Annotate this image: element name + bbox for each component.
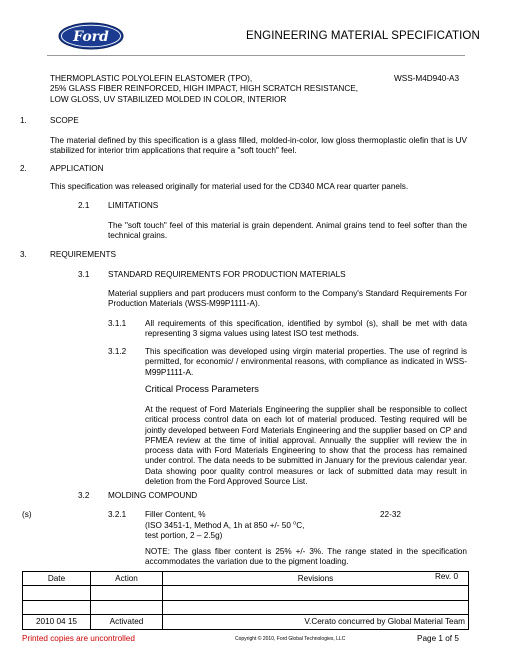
spec-number: WSS-M4D940-A3 <box>394 74 460 83</box>
ford-logo <box>58 22 124 50</box>
property-method-unit: C, <box>296 520 305 530</box>
section-text: All requirements of this specification, identified by symbol (s), shall be met with data representing 3 sigma values using latest ISO test methods. <box>145 319 467 339</box>
property-method <box>145 521 304 531</box>
cell-date: 2010 04 15 <box>23 615 91 629</box>
table-row <box>23 615 469 629</box>
section-number: 2.1 <box>78 201 90 210</box>
revisions-label: Revisions <box>297 574 334 584</box>
section-number: 3.1 <box>78 270 90 279</box>
section-text: Material suppliers and part producers must conform to the Company's Standard Requirements For Production Materials (WSS-M99P1111-A). <box>108 289 467 309</box>
header-rule <box>47 55 465 56</box>
cell-revisions <box>163 600 469 614</box>
property-value: 22-32 <box>380 510 401 519</box>
section-heading: SCOPE <box>50 116 79 125</box>
section-number: 3.2.1 <box>108 510 127 519</box>
table-row <box>23 586 469 600</box>
table-header-row <box>23 572 469 586</box>
spec-title <box>50 74 380 105</box>
column-header-action: Action <box>91 572 163 586</box>
header-title: ENGINEERING MATERIAL SPECIFICATION <box>246 30 480 42</box>
spec-title-line: THERMOPLASTIC POLYOLEFIN ELASTOMER (TPO), <box>50 74 253 83</box>
section-text: The "soft touch" feel of this material is grain dependent. Animal grains tend to feel softer than the technical grains. <box>108 221 467 241</box>
cell-revisions: V.Cerato concurred by Global Material Team <box>163 615 469 629</box>
spec-title-line: LOW GLOSS, UV STABILIZED MOLDED IN COLOR, INTERIOR <box>50 94 287 104</box>
property-name: Filler Content, % <box>145 510 206 519</box>
section-heading: STANDARD REQUIREMENTS FOR PRODUCTION MATERIALS <box>108 270 346 279</box>
page-number: Page 1 of 5 <box>417 634 459 643</box>
degree-sign: o <box>293 519 297 526</box>
section-heading: REQUIREMENTS <box>50 250 116 259</box>
ford-logo-text: Ford <box>73 29 109 45</box>
column-header-date: Date <box>23 572 91 586</box>
property-method-text: (ISO 3451-1, Method A, 1h at 850 +/- 50 <box>145 520 294 530</box>
section-number: 1. <box>20 116 27 125</box>
property-sample: test portion, 2 – 2.5g) <box>145 531 223 540</box>
cell-action <box>91 586 163 600</box>
spec-title-line: 25% GLASS FIBER REINFORCED, HIGH IMPACT, HIGH SCRATCH RESISTANCE, <box>50 84 358 94</box>
revision-level: Rev. 0 <box>434 572 458 581</box>
section-text: The material defined by this specification is a glass filled, molded-in-color, low gloss thermoplastic olefin that is UV stabilized for interior trim applications that require a "soft touch" feel. <box>50 136 467 156</box>
uncontrolled-notice: Printed copies are uncontrolled <box>22 634 135 643</box>
cell-action: Activated <box>91 615 163 629</box>
column-header-revisions <box>163 572 469 586</box>
section-heading: MOLDING COMPOUND <box>108 491 198 500</box>
section-number: 3.2 <box>78 491 90 500</box>
cell-date <box>23 586 91 600</box>
section-text: This specification was developed using virgin material properties. The use of regrind is permitted, for economic/ / environmental reasons, with compliance as indicated in WSS-M99P1111-A. <box>145 347 467 377</box>
subsection-heading: Critical Process Parameters <box>145 384 259 394</box>
section-heading: APPLICATION <box>50 164 104 173</box>
section-heading: LIMITATIONS <box>108 201 159 210</box>
cell-date <box>23 600 91 614</box>
section-note: NOTE: The glass fiber content is 25% +/- 3%. The range stated in the specification accommodates the variation due to the pigment loading. <box>145 547 467 567</box>
section-text: At the request of Ford Materials Engineering the supplier shall be responsible to collect critical process control data on each lot of material produced. Testing required will be jointly developed between Ford Materials Engineering and the supplier based on CP and PFMEA review at the time of initial approval. Annually the supplier will review the in process data with Ford Materials Engineering to show that the process has remained under control. The data needs to be submitted in January for the previous calendar year. Data showing poor quality control measures or lack of submitted data may result in deletion from the Ford Approved Source List. <box>145 405 467 487</box>
section-number: 2. <box>20 164 27 173</box>
cell-revisions <box>163 586 469 600</box>
section-text: This specification was released originally for material used for the CD340 MCA rear quarter panels. <box>50 182 409 191</box>
cell-action <box>91 600 163 614</box>
table-row <box>23 600 469 614</box>
revision-table <box>22 571 469 630</box>
copyright-notice: Copyright © 2010, Ford Global Technologies, LLC <box>235 635 346 642</box>
requirement-symbol: (s) <box>22 510 32 519</box>
section-number: 3.1.2 <box>108 347 127 356</box>
ford-logo-oval <box>58 22 124 50</box>
section-number: 3. <box>20 250 27 259</box>
section-number: 3.1.1 <box>108 319 127 328</box>
